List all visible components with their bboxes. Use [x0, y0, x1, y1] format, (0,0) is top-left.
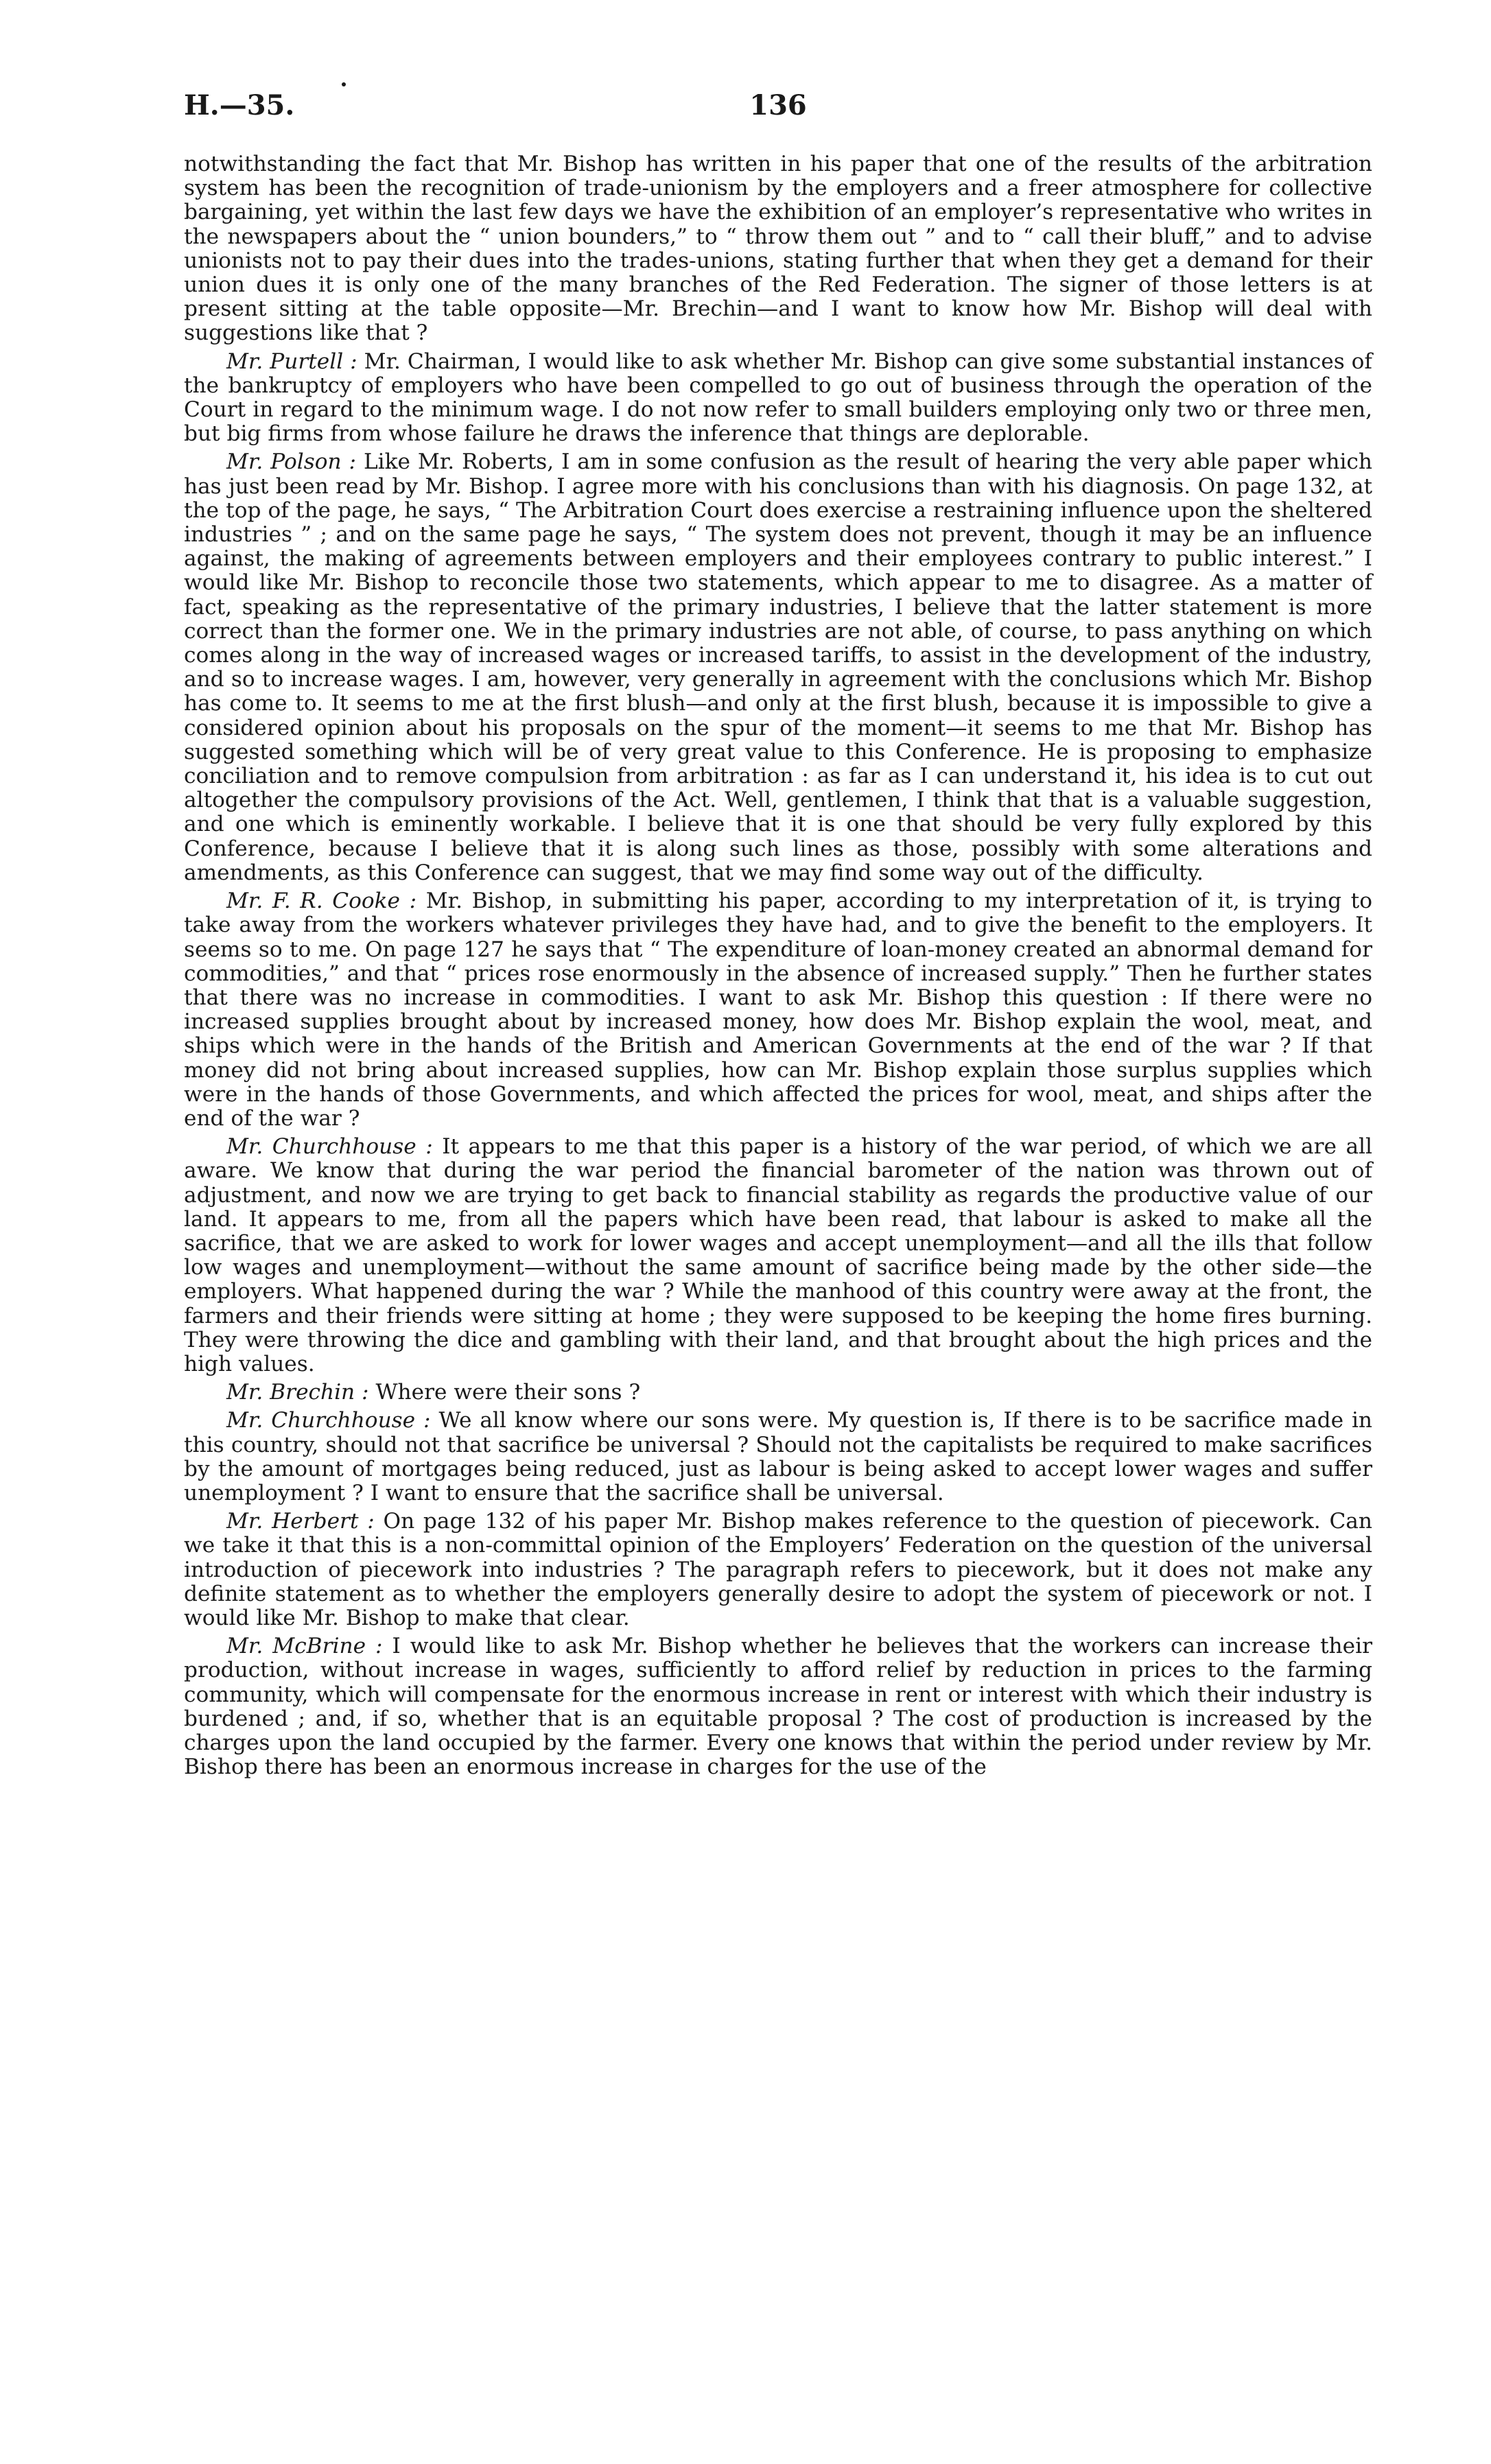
document-body	[184, 152, 1372, 1779]
speaker-name: Mr. Herbert :	[226, 1509, 375, 1534]
paragraph-text: notwithstanding the fact that Mr. Bishop has written in his paper that one of the results of the arbitration system has been the recognition of trade-unionism by the employers and a freer atmosphere for collective bargaining, yet within the last few days we have the exhibition of an employer’s representative who writes in the newspapers about the “ union bounders,” to “ throw them out ” and to “ call their bluff,” and to advise unionists not to pay their dues into the trades-unions, stating further that when they get a demand for their union dues it is only one of the many branches of the Red Federation. The signer of those letters is at present sitting at the table opposite—Mr. Brechin—and I want to know how Mr. Bishop will deal with suggestions like that ?	[184, 152, 1372, 346]
paragraph	[184, 1409, 1372, 1505]
speaker-name: Mr. F. R. Cooke :	[226, 889, 417, 914]
speaker-name: Mr. Churchhouse :	[226, 1408, 431, 1433]
speaker-name: Mr. Purtell :	[226, 349, 357, 374]
paragraph	[184, 1634, 1372, 1779]
paragraph-text: On page 132 of his paper Mr. Bishop makes reference to the question of piecework. Can we take it that this is a non-committal opinion of the Employers’ Federation on the question of the universal introduction of piecework into industries ? The paragraph refers to piecework, but it does not make any definite statement as to whether the employers generally desire to adopt the system of piecework or not. I would like Mr. Bishop to make that clear.	[184, 1509, 1372, 1630]
speaker-name: Mr. Churchhouse :	[226, 1134, 433, 1160]
paragraph	[184, 152, 1372, 346]
paragraph	[184, 350, 1372, 447]
paragraph-text: Where were their sons ?	[375, 1380, 641, 1405]
paragraph-text: Mr. Chairman, I would like to ask whether Mr. Bishop can give some substantial instances of the bankruptcy of employers who have been compelled to go out of business through the operation of the Court in regard to the minimum wage. I do not now refer to small builders employing only two or three men, but big firms from whose failure he draws the inference that things are deplorable.	[184, 349, 1372, 447]
paragraph	[184, 1510, 1372, 1630]
paragraph	[184, 889, 1372, 1131]
speaker-name: Mr. Polson :	[226, 449, 357, 475]
speaker-name: Mr. McBrine :	[226, 1634, 383, 1659]
page-number: 136	[749, 89, 807, 121]
paragraph-text: Mr. Bishop, in submitting his paper, according to my interpretation of it, is trying to take away from the workers whatever privileges they have had, and to give the benefit to the employers. It seems so to me. On page 127 he says that “ The expenditure of loan-money created an abnormal demand for commodities,” and that “ prices rose enormously in the absence of increased supply.” Then he further states that there was no increase in commodities. I want to ask Mr. Bishop this question : If there were no increased supplies brought about by increased money, how does Mr. Bishop explain the wool, meat, and ships which were in the hands of the British and American Governments at the end of the war ? If that money did not bring about increased supplies, how can Mr. Bishop explain those surplus supplies which were in the hands of those Governments, and which affected the prices for wool, meat, and ships after the end of the war ?	[184, 889, 1372, 1131]
document-page	[184, 82, 1372, 1783]
paragraph-text: We all know where our sons were. My question is, If there is to be sacrifice made in this country, should not that sacrifice be universal ? Should not the capitalists be required to make sacrifices by the amount of mortgages being reduced, just as labour is being asked to accept lower wages and suffer unemployment ? I want to ensure that the sacrifice shall be universal.	[184, 1408, 1372, 1505]
paragraph-text: It appears to me that this paper is a history of the war period, of which we are all aware. We know that during the war period the financial barometer of the nation was thrown out of adjustment, and now we are trying to get back to financial stability as regards the productive value of our land. It appears to me, from all the papers which have been read, that labour is asked to make all the sacrifice, that we are asked to work for lower wages and accept unemployment—and all the ills that follow low wages and unemployment—without the same amount of sacrifice being made by the other side—the employers. What happened during the war ? While the manhood of this country were away at the front, the farmers and their friends were sitting at home ; they were supposed to be keeping the home fires burning. They were throwing the dice and gambling with their land, and that brought about the high prices and the high values.	[184, 1134, 1372, 1376]
paragraph	[184, 1135, 1372, 1376]
paragraph-text: Like Mr. Roberts, I am in some confusion as the result of hearing the very able paper which has just been read by Mr. Bishop. I agree more with his conclusions than with his diagnosis. On page 132, at the top of the page, he says, “ The Arbitration Court does exercise a restraining influence upon the sheltered industries ” ; and on the same page he says, “ The system does not prevent, though it may be an influence against, the making of agreements between employers and their employees contrary to public interest.” I would like Mr. Bishop to reconcile those two statements, which appear to me to disagree. As a matter of fact, speaking as the representative of the primary industries, I believe that the latter statement is more correct than the former one. We in the primary industries are not able, of course, to pass anything on which comes along in the way of increased wages or increased tariffs, to assist in the development of the industry, and so to increase wages. I am, however, very generally in agreement with the conclusions which Mr. Bishop has come to. It seems to me at the first blush—and only at the first blush, because it is impossible to give a considered opinion about his proposals on the spur of the moment—it seems to me that Mr. Bishop has suggested something which will be of very great value to this Conference. He is proposing to emphasize conciliation and to remove compulsion from arbitration : as far as I can understand it, his idea is to cut out altogether the compulsory provisions of the Act. Well, gentlemen, I think that that is a valuable suggestion, and one which is eminently workable. I believe that it is one that should be very fully explored by this Conference, because I believe that it is along such lines as those, possibly with some alterations and amendments, as this Conference can suggest, that we may find some way out of the difficulty.	[184, 449, 1372, 885]
document-reference: H.—35.	[184, 89, 295, 121]
paragraph	[184, 1381, 1372, 1405]
speaker-name: Mr. Brechin :	[226, 1380, 369, 1405]
paragraph-text: I would like to ask Mr. Bishop whether he believes that the workers can increase their production, without increase in wages, sufficiently to afford relief by reduction in prices to the farming community, which will compensate for the enormous increase in rent or interest with which their industry is burdened ; and, if so, whether that is an equitable proposal ? The cost of production is increased by the charges upon the land occupied by the farmer. Every one knows that within the period under review by Mr. Bishop there has been an enormous increase in charges for the use of the	[184, 1634, 1372, 1780]
print-mark	[342, 82, 346, 86]
paragraph	[184, 450, 1372, 885]
page-header	[184, 82, 1372, 137]
